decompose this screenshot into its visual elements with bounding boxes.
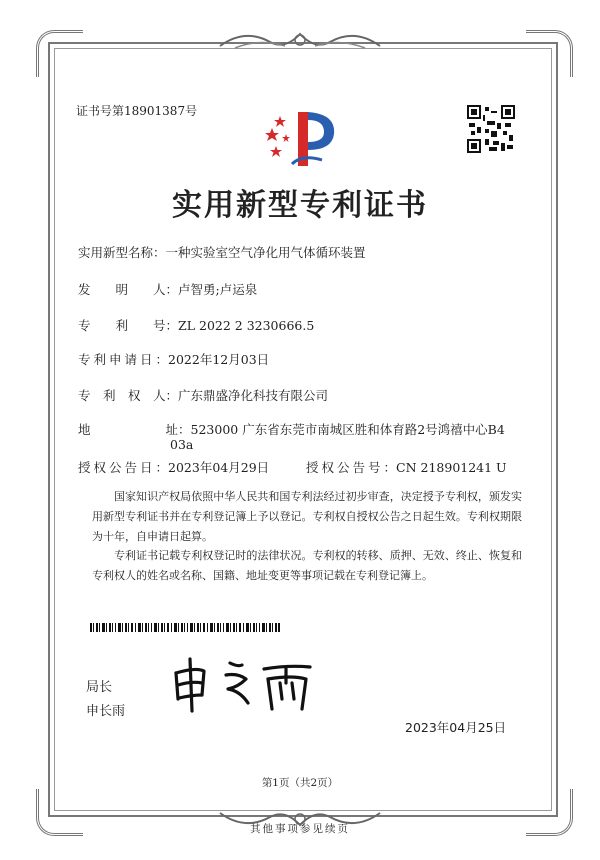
certificate-number: 证书号第18901387号: [76, 104, 198, 118]
field-label: 地 址: [78, 422, 179, 437]
patent-office-emblem: [262, 106, 342, 170]
corner-ornament: [526, 30, 573, 77]
field-value: 2023年04月29日: [168, 460, 270, 475]
field-filing-date: 专利申请日：2022年12月03日: [78, 352, 270, 367]
field-label: 专利申请日: [78, 352, 156, 367]
field-utility-model-name: 实用新型名称：一种实验室空气净化用气体循环装置: [78, 245, 366, 260]
certificate-title: 实用新型专利证书: [172, 188, 428, 223]
field-address-continued: 03a: [170, 437, 194, 452]
field-value: 一种实验室空气净化用气体循环装置: [165, 245, 366, 260]
page-number: 第1页（共2页）: [261, 777, 339, 789]
field-label: 授权公告号: [306, 460, 384, 475]
field-value: 2022年12月03日: [168, 352, 270, 367]
field-value: 广东鼎盛净化科技有限公司: [178, 388, 329, 403]
field-patent-number: 专 利 号：ZL 2022 2 3230666.5: [78, 318, 315, 333]
signing-date: 2023年04月25日: [405, 720, 507, 735]
director-name: 申长雨: [86, 704, 126, 719]
qr-code: [467, 105, 515, 153]
field-inventor: 发 明 人：卢智勇;卢运泉: [78, 282, 258, 297]
field-label: 实用新型名称: [78, 245, 154, 260]
legal-status-statement: 专利证书记载专利权登记时的法律状况。专利权的转移、质押、无效、终止、恢复和专利权人的姓名或名称、国籍、地址变更等事项记载在专利登记簿上。: [92, 549, 522, 582]
field-value: CN 218901241 U: [396, 460, 507, 475]
barcode: [90, 623, 280, 632]
field-patentee: 专 利 权 人：广东鼎盛净化科技有限公司: [78, 388, 329, 403]
top-ornament: [215, 26, 385, 54]
grant-statement: 国家知识产权局依照中华人民共和国专利法经过初步审查，决定授予专利权，颁发实用新型专利证书并在专利登记簿上予以登记。专利权自授权公告之日起生效。专利权期限为十年，自申请日起算。: [92, 490, 522, 543]
continuation-note: 其他事项参见续页: [250, 823, 350, 835]
field-value: ZL 2022 2 3230666.5: [178, 318, 315, 333]
field-value: 523000 广东省东莞市南城区胜和体育路2号鸿禧中心B4: [190, 422, 505, 437]
field-label: 发 明 人: [78, 282, 166, 297]
director-title: 局长: [86, 680, 113, 695]
field-grant-date: 授权公告日：2023年04月29日: [78, 460, 270, 475]
handwritten-signature: [168, 653, 318, 713]
field-label: 专 利 权 人: [78, 388, 166, 403]
field-grant-number: 授权公告号：CN 218901241 U: [306, 460, 507, 475]
field-label: 授权公告日: [78, 460, 156, 475]
field-address: 地 址：523000 广东省东莞市南城区胜和体育路2号鸿禧中心B4: [78, 422, 505, 437]
corner-ornament: [36, 30, 83, 77]
field-value: 卢智勇;卢运泉: [178, 282, 258, 297]
field-label: 专 利 号: [78, 318, 166, 333]
